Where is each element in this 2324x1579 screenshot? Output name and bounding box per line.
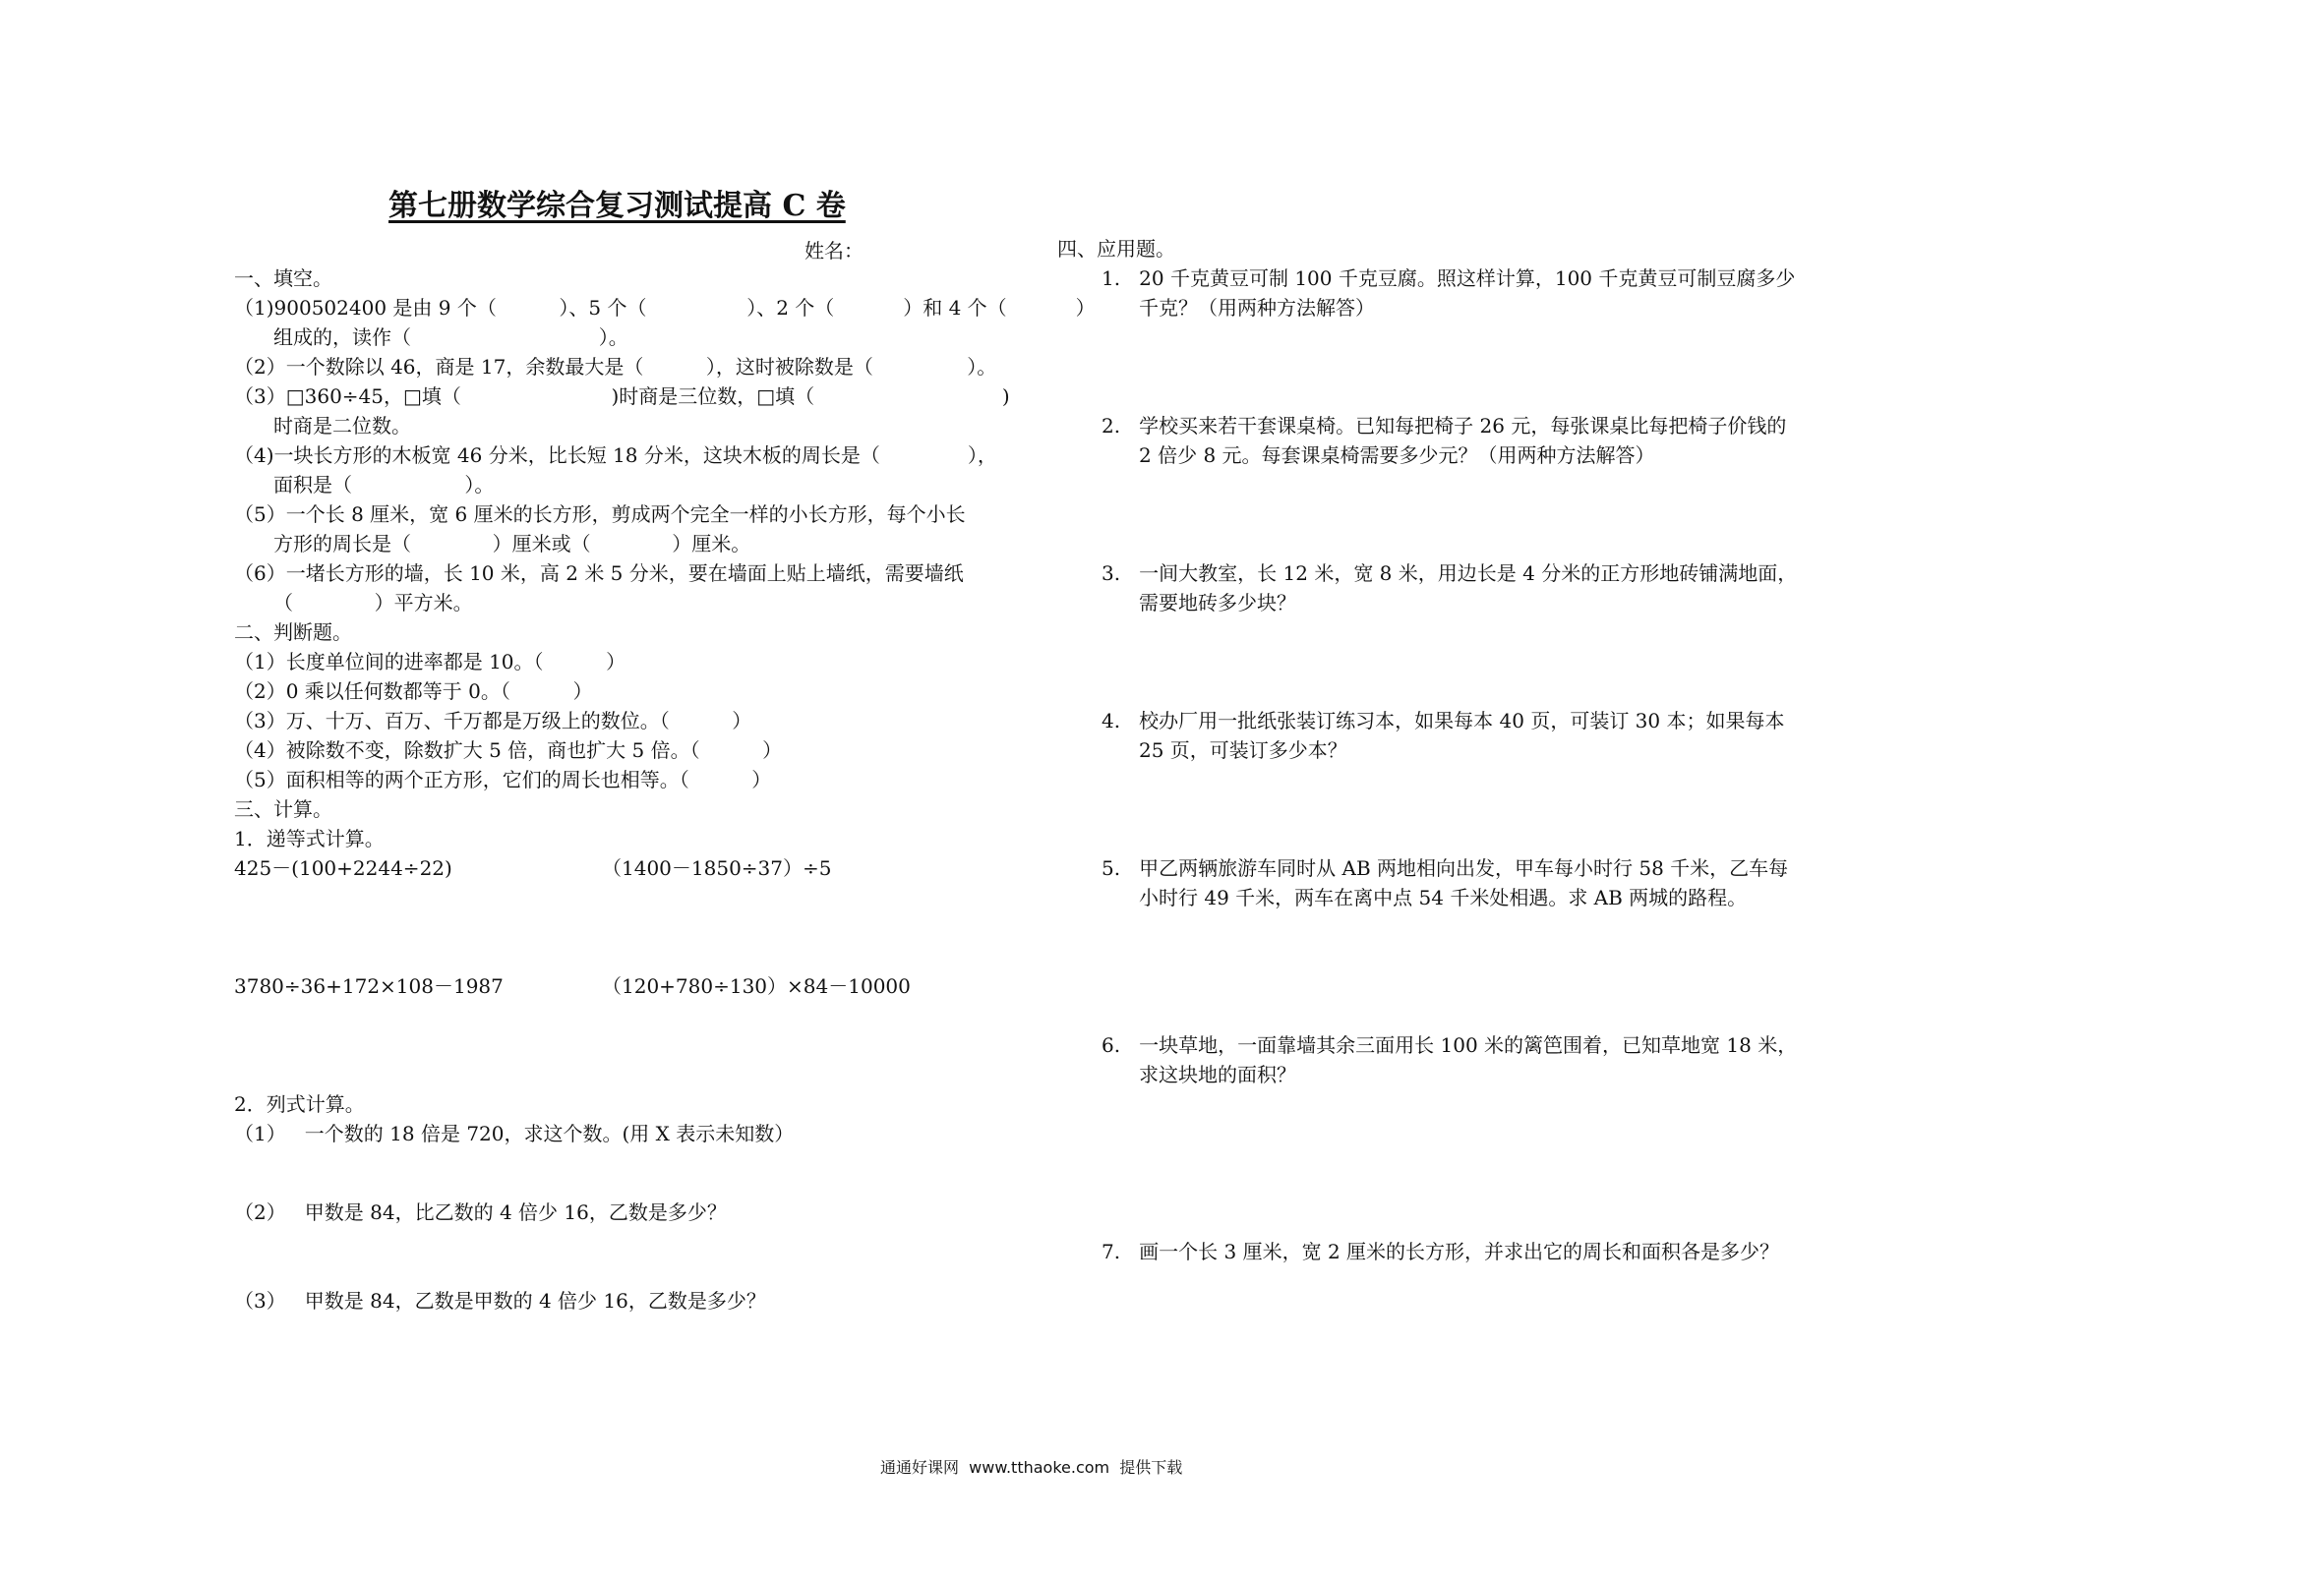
application-problem: 千克？（用两种方法解答） xyxy=(1139,296,1375,320)
judge-item: （4）被除数不变，除数扩大 5 倍，商也扩大 5 倍。（ ） xyxy=(234,738,783,762)
fill-blank-line: （5）一个长 8 厘米，宽 6 厘米的长方形，剪成两个完全一样的小长方形，每个小长 xyxy=(234,502,966,526)
application-problem: 1. 20 千克黄豆可制 100 千克豆腐。照这样计算，100 千克黄豆可制豆腐多少 xyxy=(1102,266,1796,290)
calc-expression: （120+780÷130）×84－10000 xyxy=(602,974,911,998)
application-problem: 3. 一间大教室，长 12 米，宽 8 米，用边长是 4 分米的正方形地砖铺满地面， xyxy=(1102,561,1798,585)
calc-expression: （1400－1850÷37）÷5 xyxy=(602,856,832,880)
fill-blank-line: （3）□360÷45，□填（ )时商是三位数，□填（ ) xyxy=(234,384,1010,408)
fill-blank-line: （ ）平方米。 xyxy=(273,591,473,614)
judge-item: （2）0 乘以任何数都等于 0。（ ） xyxy=(234,679,593,703)
calc-expression: 3780÷36+172×108－1987 xyxy=(234,974,504,998)
fill-blank-line: 时商是二位数。 xyxy=(273,414,411,438)
footer-credit: 通通好课网 www.tthaoke.com 提供下载 xyxy=(880,1458,1183,1477)
calc-question: （1） 一个数的 18 倍是 720，求这个数。(用 X 表示未知数） xyxy=(234,1122,795,1145)
application-problem: 7. 画一个长 3 厘米，宽 2 厘米的长方形，并求出它的周长和面积各是多少？ xyxy=(1102,1240,1780,1263)
fill-blank-line: 面积是（ ）。 xyxy=(273,473,495,497)
fill-blank-line: 方形的周长是（ ）厘米或（ ）厘米。 xyxy=(273,532,751,556)
section-calc-heading: 三、计算。 xyxy=(234,797,332,821)
fill-blank-line: 组成的，读作（ ）。 xyxy=(273,325,628,349)
section-application-heading: 四、应用题。 xyxy=(1057,237,1175,261)
fill-blank-line: （1)900502400 是由 9 个（ ）、5 个（ ）、2 个（ ）和 4 个（ ） xyxy=(234,296,1096,320)
application-problem: 25 页，可装订多少本？ xyxy=(1139,738,1347,762)
application-problem: 5. 甲乙两辆旅游车同时从 AB 两地相向出发，甲车每小时行 58 千米，乙车每 xyxy=(1102,856,1789,880)
fill-blank-line: （4)一块长方形的木板宽 46 分米，比长短 18 分米，这块木板的周长是（ ）， xyxy=(234,443,997,467)
application-problem: 需要地砖多少块？ xyxy=(1139,591,1296,614)
name-label: 姓名： xyxy=(804,239,864,263)
calc-expression: 425－(100+2244÷22) xyxy=(234,856,452,880)
application-problem: 2 倍少 8 元。每套课桌椅需要多少元？（用两种方法解答） xyxy=(1139,443,1655,467)
application-problem: 6. 一块草地，一面靠墙其余三面用长 100 米的篱笆围着，已知草地宽 18 米， xyxy=(1102,1033,1798,1057)
calc-question: （2） 甲数是 84，比乙数的 4 倍少 16，乙数是多少？ xyxy=(234,1200,727,1224)
fill-blank-line: （6）一堵长方形的墙，长 10 米，高 2 米 5 分米，要在墙面上贴上墙纸，需要墙纸 xyxy=(234,561,964,585)
calc-sub-heading: 1．递等式计算。 xyxy=(234,827,385,850)
judge-item: （3）万、十万、百万、千万都是万级上的数位。（ ） xyxy=(234,709,752,732)
application-problem: 2. 学校买来若干套课桌椅。已知每把椅子 26 元，每张课桌比每把椅子价钱的 xyxy=(1102,414,1787,438)
section-fill-blank-heading: 一、填空。 xyxy=(234,266,332,290)
fill-blank-line: （2）一个数除以 46，商是 17，余数最大是（ ），这时被除数是（ ）。 xyxy=(234,355,997,379)
judge-item: （5）面积相等的两个正方形，它们的周长也相等。（ ） xyxy=(234,768,772,791)
application-problem: 小时行 49 千米，两车在离中点 54 千米处相遇。求 AB 两城的路程。 xyxy=(1139,886,1748,909)
page-title: 第七册数学综合复习测试提高 C 卷 xyxy=(388,189,846,223)
application-problem: 求这块地的面积？ xyxy=(1139,1063,1296,1086)
calc-question: （3） 甲数是 84，乙数是甲数的 4 倍少 16，乙数是多少？ xyxy=(234,1289,766,1313)
calc-sub-heading: 2．列式计算。 xyxy=(234,1092,365,1116)
application-problem: 4. 校办厂用一批纸张装订练习本，如果每本 40 页，可装订 30 本；如果每本 xyxy=(1102,709,1785,732)
judge-item: （1）长度单位间的进率都是 10。（ ） xyxy=(234,650,626,673)
section-judge-heading: 二、判断题。 xyxy=(234,620,352,644)
